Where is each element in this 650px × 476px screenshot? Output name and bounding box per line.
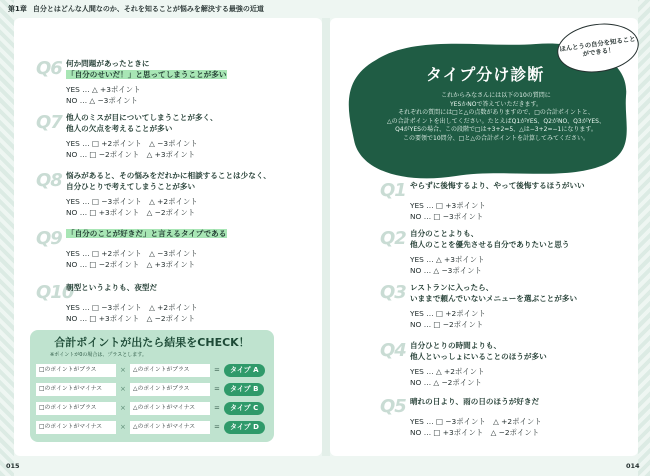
times-icon: × bbox=[120, 423, 126, 431]
condition-triangle: △のポイントがプラス bbox=[130, 364, 210, 377]
intro-line: Q4がYESの場合、この段階で□は+3+2=5、△は−3+2=−1になります。 bbox=[395, 126, 597, 134]
badge-text: ほんとうの自分を知ることができる！ bbox=[558, 34, 636, 59]
condition-triangle: △のポイントがプラス bbox=[130, 383, 210, 396]
question-number: Q8 bbox=[36, 170, 62, 191]
question-number: Q3 bbox=[380, 282, 406, 303]
intro-line: △の合計ポイントを出してください。たとえばQ1がYES、Q2がNO、Q3がYES、 bbox=[387, 117, 605, 125]
answer-no: NO … △ −3ポイント bbox=[410, 266, 482, 275]
check-row bbox=[36, 402, 268, 415]
equals-icon: = bbox=[214, 366, 220, 374]
page-number-left: 015 bbox=[6, 462, 20, 470]
answer-no: NO … □ +3ポイント △ −2ポイント bbox=[410, 428, 540, 437]
intro-line: この要領で10問分、□と△の合計ポイントを計算してみてください。 bbox=[403, 134, 589, 142]
answer-yes: YES … □ −3ポイント △ +2ポイント bbox=[66, 197, 198, 206]
times-icon: × bbox=[120, 366, 126, 374]
diagnosis-intro bbox=[370, 92, 622, 144]
answer-no: NO … □ −2ポイント bbox=[410, 320, 484, 329]
diagnosis-title: タイプ分け診断 bbox=[426, 65, 545, 84]
question-number: Q1 bbox=[380, 180, 406, 201]
answer-yes: YES … □ +3ポイント bbox=[410, 201, 486, 210]
chapter-number: 第1章 bbox=[8, 5, 27, 13]
chapter-title: 自分とはどんな人間なのか、それを知ることが悩みを解決する最強の近道 bbox=[32, 5, 264, 13]
condition-square: □のポイントがマイナス bbox=[36, 421, 116, 434]
question-line: 自分ひとりの時間よりも、 bbox=[410, 341, 502, 350]
answer-yes: YES … □ −3ポイント △ +2ポイント bbox=[66, 303, 198, 312]
answer-yes: YES … □ −3ポイント △ +2ポイント bbox=[410, 417, 542, 426]
question-number: Q6 bbox=[36, 58, 62, 79]
type-badge: タイプ C bbox=[224, 402, 264, 415]
answer-no: NO … □ −2ポイント △ +3ポイント bbox=[66, 260, 196, 269]
question-text bbox=[66, 170, 271, 192]
result-check-panel bbox=[30, 330, 274, 442]
check-title: 合計ポイントが出たら結果をCHECK！ bbox=[54, 336, 250, 349]
question-line: 他人の欠点を考えることが多い bbox=[66, 124, 173, 133]
question-line: 晴れの日より、雨の日のほうが好きだ bbox=[410, 397, 540, 406]
question-line: 他人のミスが目についてしまうことが多く、 bbox=[66, 113, 218, 122]
times-icon: × bbox=[120, 404, 126, 412]
check-row bbox=[36, 383, 268, 396]
question-text bbox=[410, 228, 569, 250]
question-line: 朝型というよりも、夜型だ bbox=[66, 283, 158, 292]
question-line: 悩みがあると、その悩みをだれかに相談することは少なく、 bbox=[66, 171, 271, 180]
answer-yes: YES … □ +2ポイント △ −3ポイント bbox=[66, 139, 198, 148]
question-text bbox=[410, 396, 539, 407]
question-text bbox=[66, 58, 227, 80]
question-number: Q5 bbox=[380, 396, 406, 417]
answer-no: NO … □ +3ポイント △ −2ポイント bbox=[66, 314, 196, 323]
equals-icon: = bbox=[214, 404, 220, 412]
condition-square: □のポイントがプラス bbox=[36, 402, 116, 415]
question-text bbox=[66, 282, 157, 293]
question-line-highlight: 「自分のことが好きだ」と言えるタイプである bbox=[67, 229, 227, 238]
intro-line: YESかNOで答えていただきます。 bbox=[450, 100, 542, 108]
check-note: ※ポイントが0の場合は、プラスとします。 bbox=[50, 352, 147, 358]
question-text bbox=[410, 340, 547, 362]
question-text bbox=[410, 180, 585, 191]
answer-no: NO … △ −2ポイント bbox=[410, 378, 482, 387]
question-line: 他人といっしょにいることのほうが多い bbox=[410, 352, 547, 361]
question-text bbox=[66, 228, 227, 239]
answer-yes: YES … □ +2ポイント △ −3ポイント bbox=[66, 249, 198, 258]
page-gutter bbox=[322, 18, 330, 456]
answer-no: NO … □ +3ポイント △ −2ポイント bbox=[66, 208, 196, 217]
answer-no: NO … □ −3ポイント bbox=[410, 212, 484, 221]
condition-square: □のポイントがプラス bbox=[36, 364, 116, 377]
times-icon: × bbox=[120, 385, 126, 393]
condition-triangle: △のポイントがマイナス bbox=[130, 421, 210, 434]
chapter-header bbox=[8, 4, 264, 14]
question-number: Q9 bbox=[36, 228, 62, 249]
condition-square: □のポイントがマイナス bbox=[36, 383, 116, 396]
question-number: Q2 bbox=[380, 228, 406, 249]
question-number: Q10 bbox=[36, 282, 74, 303]
question-line: いままで頼んでいないメニューを選ぶことが多い bbox=[410, 294, 578, 303]
answer-yes: YES … □ +2ポイント bbox=[410, 309, 486, 318]
question-number: Q4 bbox=[380, 340, 406, 361]
answer-yes: YES … △ +3ポイント bbox=[66, 85, 141, 94]
question-text bbox=[410, 282, 577, 304]
intro-line: それぞれの質問には□と△の点数がありますので、□の合計ポイントと、 bbox=[398, 109, 594, 117]
question-line: 何か問題があったときに bbox=[66, 59, 150, 68]
question-number: Q7 bbox=[36, 112, 62, 133]
question-text bbox=[66, 112, 218, 134]
type-badge: タイプ A bbox=[224, 364, 265, 377]
equals-icon: = bbox=[214, 423, 220, 431]
equals-icon: = bbox=[214, 385, 220, 393]
question-line: 自分のことよりも、 bbox=[410, 229, 479, 238]
left-margin-pattern bbox=[0, 0, 14, 476]
right-margin-pattern bbox=[638, 0, 650, 476]
type-badge: タイプ B bbox=[224, 383, 264, 396]
question-line-highlight: 「自分のせいだ！」と思ってしまうことが多い bbox=[67, 70, 227, 79]
question-line: 他人のことを優先させる自分でありたいと思う bbox=[410, 240, 570, 249]
condition-triangle: △のポイントがマイナス bbox=[130, 402, 210, 415]
answer-no: NO … □ −2ポイント △ +3ポイント bbox=[66, 150, 196, 159]
question-line: レストランに入ったら、 bbox=[410, 283, 494, 292]
check-row bbox=[36, 364, 268, 377]
answer-no: NO … △ −3ポイント bbox=[66, 96, 138, 105]
question-line: やらずに後悔するより、やって後悔するほうがいい bbox=[410, 181, 585, 190]
check-row bbox=[36, 421, 268, 434]
intro-line: これからみなさんには以下の10の質問に bbox=[441, 92, 551, 99]
type-badge: タイプ D bbox=[224, 421, 265, 434]
page-number-right: 014 bbox=[626, 462, 640, 470]
answer-yes: YES … △ +2ポイント bbox=[410, 367, 485, 376]
answer-yes: YES … △ +3ポイント bbox=[410, 255, 485, 264]
question-line: 自分ひとりで考えてしまうことが多い bbox=[66, 182, 196, 191]
